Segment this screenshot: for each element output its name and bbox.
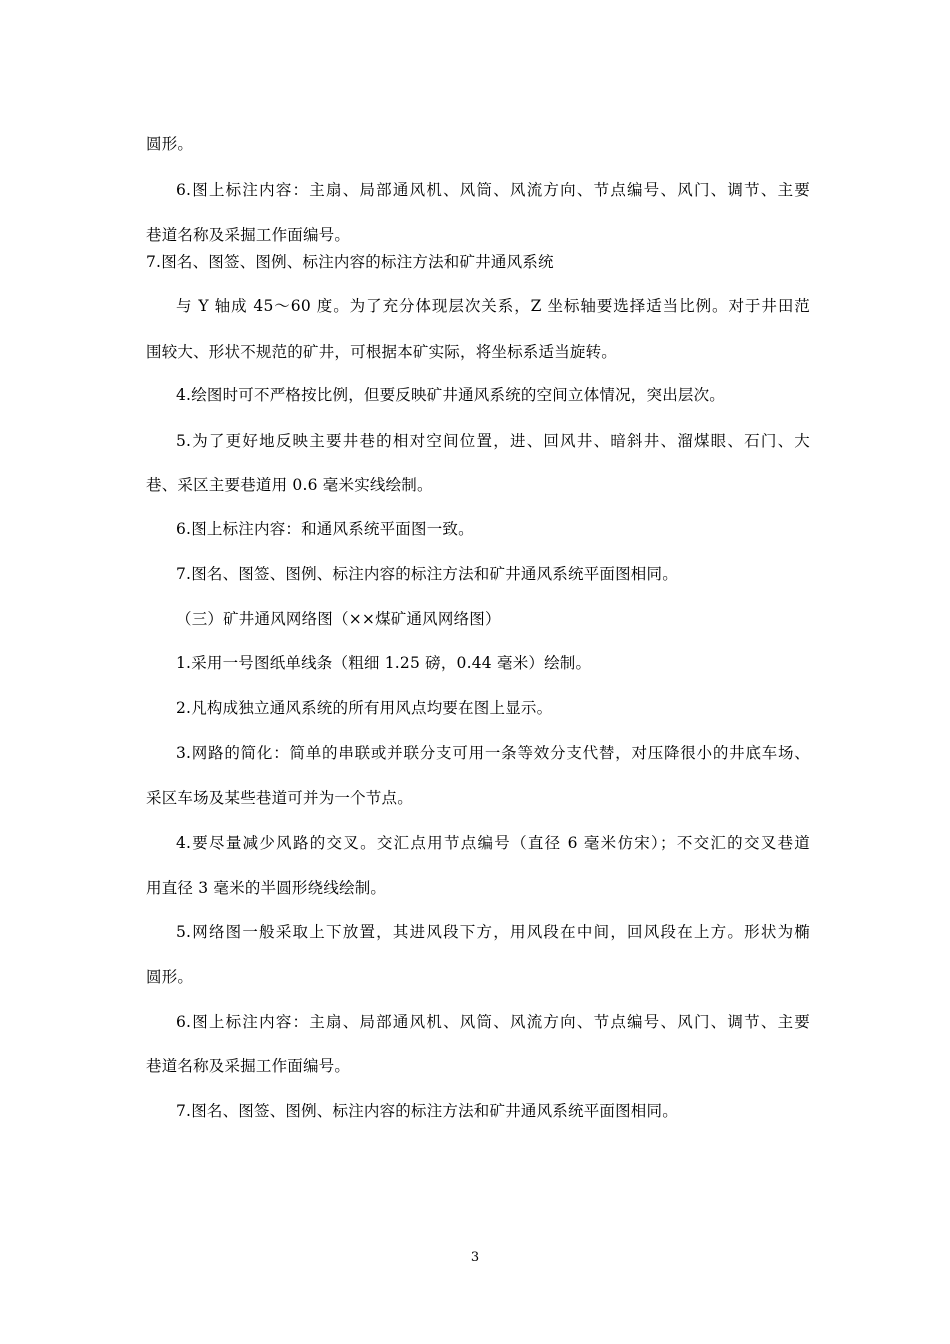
text-line: 巷道名称及采掘工作面编号。: [146, 226, 351, 244]
text-line: 7.图名、图签、图例、标注内容的标注方法和矿井通风系统平面图相同。: [176, 1102, 678, 1120]
section-heading: （三）矿井通风网络图（××煤矿通风网络图）: [176, 610, 501, 628]
text-line: 5.为了更好地反映主要井巷的相对空间位置，进、回风井、暗斜井、溜煤眼、石门、大: [176, 432, 810, 450]
page-number: 3: [470, 1250, 480, 1265]
text-line: 巷道名称及采掘工作面编号。: [146, 1057, 351, 1075]
text-line: 6.图上标注内容：和通风系统平面图一致。: [176, 520, 474, 538]
text-line: 与 Y 轴成 45～60 度。为了充分体现层次关系，Z 坐标轴要选择适当比例。对于井田范: [176, 297, 810, 315]
text-line: 1.采用一号图纸单线条（粗细 1.25 磅，0.44 毫米）绘制。: [176, 654, 592, 672]
text-line: 圆形。: [146, 135, 194, 153]
text-line: 3.网路的简化：简单的串联或并联分支可用一条等效分支代替，对压降很小的井底车场、: [176, 744, 810, 762]
text-line: 4.要尽量减少风路的交叉。交汇点用节点编号（直径 6 毫米仿宋）；不交汇的交叉巷道: [176, 834, 810, 852]
text-line: 6.图上标注内容：主扇、局部通风机、风筒、风流方向、节点编号、风门、调节、主要: [176, 181, 810, 199]
text-line: 7.图名、图签、图例、标注内容的标注方法和矿井通风系统: [146, 253, 554, 271]
text-line: 采区车场及某些巷道可并为一个节点。: [146, 789, 413, 807]
text-line: 巷、采区主要巷道用 0.6 毫米实线绘制。: [146, 476, 433, 494]
text-line: 7.图名、图签、图例、标注内容的标注方法和矿井通风系统平面图相同。: [176, 565, 678, 583]
text-line: 5.网络图一般采取上下放置，其进风段下方，用风段在中间，回风段在上方。形状为椭: [176, 923, 810, 941]
text-line: 围较大、形状不规范的矿井，可根据本矿实际，将坐标系适当旋转。: [146, 343, 618, 361]
text-line: 用直径 3 毫米的半圆形绕线绘制。: [146, 879, 387, 897]
text-line: 6.图上标注内容：主扇、局部通风机、风筒、风流方向、节点编号、风门、调节、主要: [176, 1013, 810, 1031]
text-line: 4.绘图时可不严格按比例，但要反映矿井通风系统的空间立体情况，突出层次。: [176, 386, 725, 404]
text-line: 2.凡构成独立通风系统的所有用风点均要在图上显示。: [176, 699, 553, 717]
text-line: 圆形。: [146, 968, 194, 986]
